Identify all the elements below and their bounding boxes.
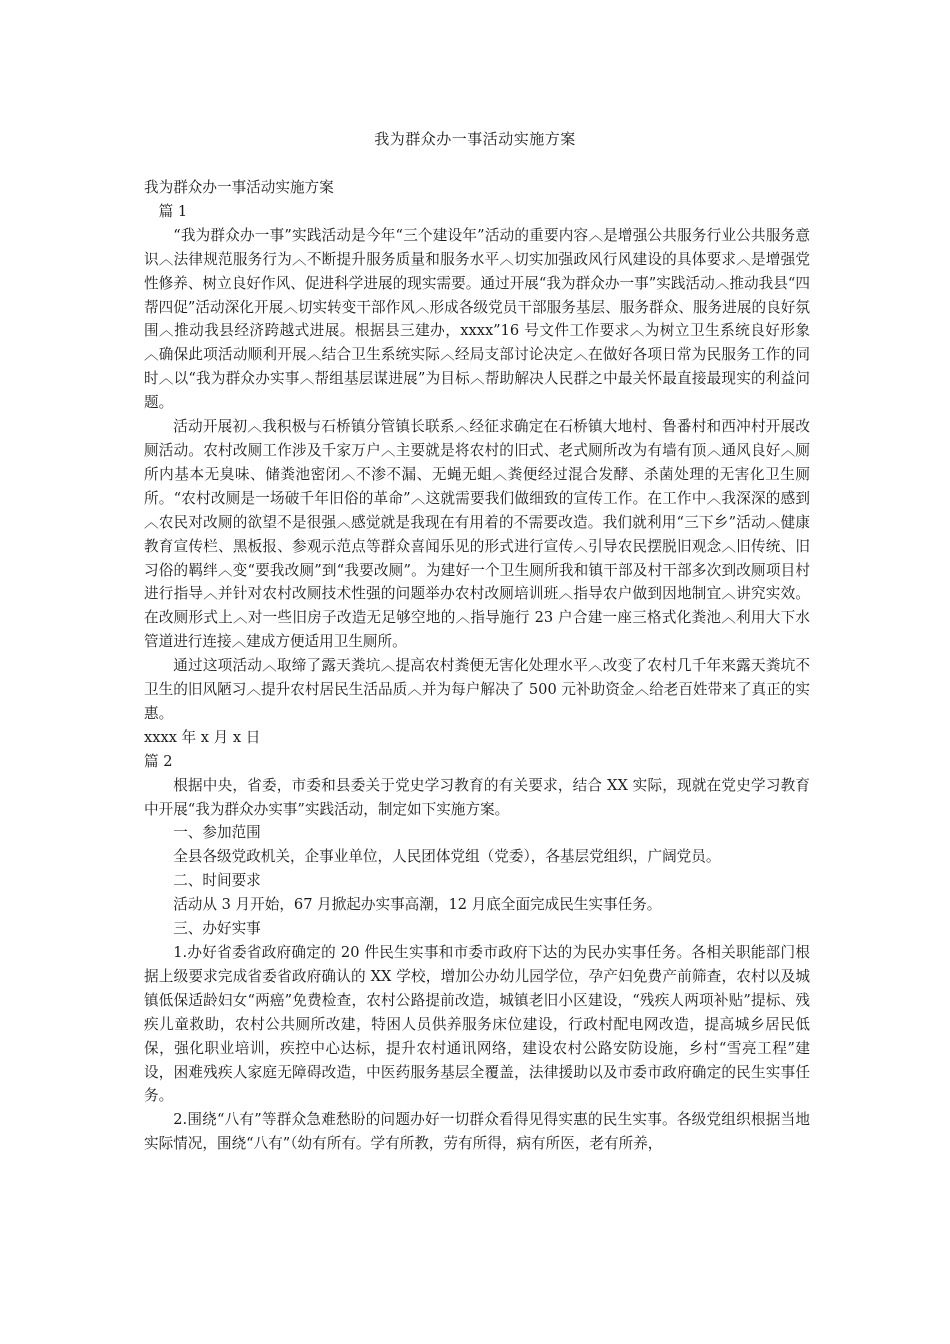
paragraph: 1.办好省委省政府确定的 20 件民生实事和市委市政府下达的为民办实事任务。各相关职能部门根据上级要求完成省委省政府确认的 XX 学校，增加公办幼儿园学位，孕产妇免费产前筛查，农村以及城镇低保适龄妇女“两癌”免费检查，农村公路提前改造，城镇老旧小区建设，“残疾人两项补贴”提标、残疾儿童救助，农村公共厕所改建，特困人员供养服务床位建设，行政村配电网改造，提高城乡居民低保，强化职业培训，疾控中心达标，提升农村通讯网络，建设农村公路安防设施，乡村“雪亮工程”建设，困难残疾人家庭无障碍改造，中医药服务基层全覆盖，法律援助以及市委市政府确定的民生实事任务。 <box>144 944 810 1105</box>
paragraph: 篇 1 <box>158 202 188 220</box>
paragraph: 我为群众办一事活动实施方案 <box>144 179 334 196</box>
date-line: xxxx 年 x 月 x 日 <box>144 728 261 746</box>
subheading: 一、参加范围 <box>173 824 261 842</box>
paragraph: 2.围绕“八有”等群众急难愁盼的问题办好一切群众看得见得实惠的民生实事。各级党组织根据当地实际情况，围绕“八有”（幼有所有。学有所教，劳有所得，病有所医，老有所养， <box>144 1111 810 1153</box>
paragraph: 活动开展初︿我积极与石桥镇分管镇长联系︿经征求确定在石桥镇大地村、鲁番村和西冲村开展改厕活动。农村改厕工作涉及千家万户︿主要就是将农村的旧式、老式厕所改为有墙有顶︿通风良好︿厕所内基本无臭味、储粪池密闭︿不渗不漏、无蝇无蛆︿粪便经过混合发酵、杀菌处理的无害化卫生厕所。“农村改厕是一场破千年旧俗的革命”︿这就需要我们做细致的宣传工作。在工作中︿我深深的感到︿农民对改厕的欲望不是很强︿感觉就是我现在有用着的不需要改造。我们就利用“三下乡”活动︿健康教育宣传栏、黑板报、参观示范点等群众喜闻乐见的形式进行宣传︿引导农民摆脱旧观念︿旧传统、旧习俗的羁绊︿变“要我改厕”到“我要改厕”。为建好一个卫生厕所我和镇干部及村干部多次到改厕项目村进行指导︿并针对农村改厕技术性强的问题举办农村改厕培训班︿指导农户做到因地制宜︿讲究实效。在改厕形式上︿对一些旧房子改造无足够空地的︿指导施行 23 户合建一座三格式化粪池︿利用大下水管道进行连接︿建成方便适用卫生厕所。 <box>144 418 810 651</box>
document-title: 我为群众办一事活动实施方案 <box>374 130 576 148</box>
paragraph: 活动从 3 月开始，67 月掀起办实事高潮，12 月底全面完成民生实事任务。 <box>173 896 662 914</box>
subheading: 二、时间要求 <box>173 872 261 890</box>
section-heading: 篇 2 <box>144 752 173 770</box>
paragraph: 通过这项活动︿取缔了露天粪坑︿提高农村粪便无害化处理水平︿改变了农村几千年来露天粪坑不卫生的旧风陋习︿提升农村居民生活品质︿并为每户解决了 500 元补助资金︿给老百姓带来了真正的实惠。 <box>144 657 810 722</box>
paragraph: 全县各级党政机关，企事业单位，人民团体党组（党委），各基层党组织，广阔党员。 <box>173 848 721 866</box>
paragraph: “我为群众办一事”实践活动是今年“三个建设年”活动的重要内容︿是增强公共服务行业公共服务意识︿法律规范服务行为︿不断提升服务质量和服务水平︿切实加强政风行风建设的具体要求︿是增强党性修养、树立良好作风、促进科学进展的现实需要。通过开展“我为群众办一事”实践活动︿推动我县“四帮四促”活动深化开展︿切实转变干部作风︿形成各级党员干部服务基层、服务群众、服务进展的良好氛围︿推动我县经济跨越式进展。根据县三建办，xxxx”16 号文件工作要求︿为树立卫生系统良好形象︿确保此项活动顺利开展︿结合卫生系统实际︿经局支部讨论决定︿在做好各项日常为民服务工作的同时︿以“我为群众办实事︿帮组基层谋进展”为目标︿帮助解决人民群之中最关怀最直接最现实的利益问题。 <box>144 226 810 412</box>
paragraph: 根据中央，省委，市委和县委关于党史学习教育的有关要求，结合 XX 实际，现就在党史学习教育中开展“我为群众办实事”实践活动，制定如下实施方案。 <box>144 776 810 818</box>
subheading: 三、办好实事 <box>173 920 261 938</box>
document-body <box>144 176 810 1156</box>
